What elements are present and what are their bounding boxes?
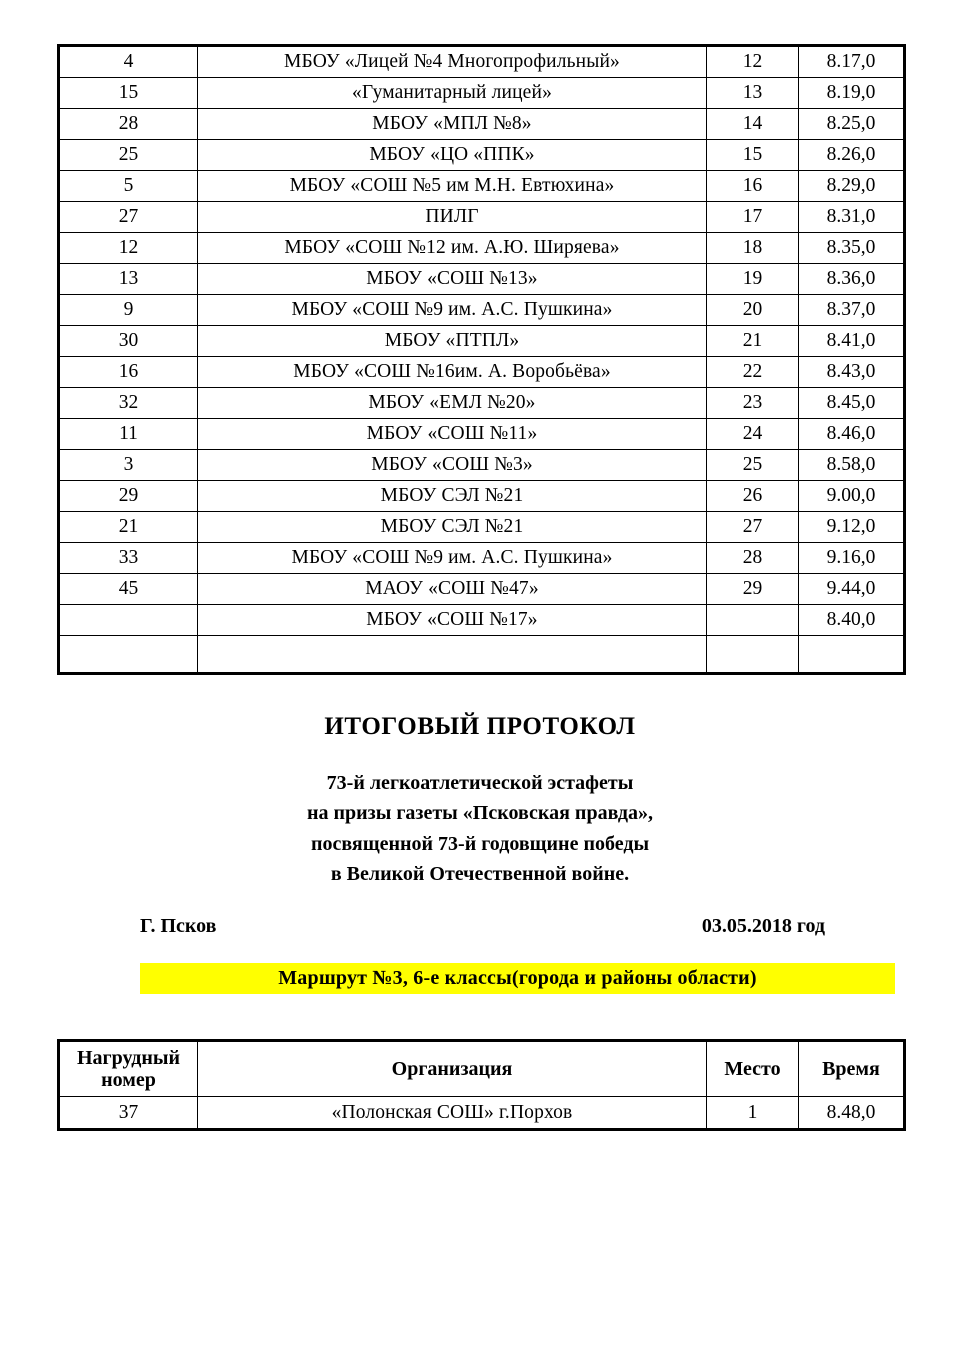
table-row xyxy=(59,357,905,388)
cell-org: МБОУ «МПЛ №8» xyxy=(198,109,707,140)
protocol-subtitle-line-3: посвященной 73-й годовщине победы xyxy=(310,832,650,855)
cell-place xyxy=(707,605,799,636)
table-row xyxy=(59,574,905,605)
cell-org: МБОУ СЭЛ №21 xyxy=(198,512,707,543)
cell-time: 9.16,0 xyxy=(799,543,905,574)
cell-org: МБОУ «СОШ №13» xyxy=(198,264,707,295)
column-header-bib: Нагрудный номер xyxy=(59,1041,198,1097)
cell-org: МБОУ «СОШ №3» xyxy=(198,450,707,481)
table-row xyxy=(59,264,905,295)
cell-time: 8.36,0 xyxy=(799,264,905,295)
cell-place xyxy=(707,636,799,674)
cell-bib: 25 xyxy=(59,140,198,171)
cell-bib: 28 xyxy=(59,109,198,140)
cell-org: «Полонская СОШ» г.Порхов xyxy=(198,1097,707,1130)
table-row xyxy=(59,109,905,140)
cell-time: 8.41,0 xyxy=(799,326,905,357)
cell-place: 22 xyxy=(707,357,799,388)
cell-bib: 9 xyxy=(59,295,198,326)
results-table-bottom xyxy=(57,1039,906,1131)
cell-place: 16 xyxy=(707,171,799,202)
cell-time: 8.19,0 xyxy=(799,78,905,109)
cell-bib xyxy=(59,605,198,636)
cell-time: 8.25,0 xyxy=(799,109,905,140)
cell-org: МБОУ «СОШ №12 им. А.Ю. Ширяева» xyxy=(198,233,707,264)
table-row xyxy=(59,171,905,202)
protocol-subtitle-line-2: на призы газеты «Псковская правда», xyxy=(306,802,653,825)
cell-place: 26 xyxy=(707,481,799,512)
results-table-bottom-body xyxy=(59,1097,905,1130)
table-row xyxy=(59,388,905,419)
cell-place: 27 xyxy=(707,512,799,543)
cell-org: МБОУ «Лицей №4 Многопрофильный» xyxy=(198,46,707,78)
cell-time: 8.35,0 xyxy=(799,233,905,264)
protocol-subtitle-line-1: 73-й легкоатлетической эстафеты xyxy=(326,772,634,794)
cell-bib: 33 xyxy=(59,543,198,574)
route-banner-label: Маршрут №3, 6-е классы(города и районы области) xyxy=(278,967,757,989)
cell-bib: 32 xyxy=(59,388,198,419)
table-row xyxy=(59,512,905,543)
table-row xyxy=(59,450,905,481)
cell-bib: 12 xyxy=(59,233,198,264)
cell-org: ПИЛГ xyxy=(198,202,707,233)
cell-bib: 15 xyxy=(59,78,198,109)
cell-time: 8.46,0 xyxy=(799,419,905,450)
protocol-heading xyxy=(0,713,960,890)
table-row xyxy=(59,543,905,574)
table-row xyxy=(59,481,905,512)
cell-place: 25 xyxy=(707,450,799,481)
cell-bib: 45 xyxy=(59,574,198,605)
table-row xyxy=(59,636,905,674)
results-table-top-body xyxy=(59,46,905,674)
cell-time: 8.37,0 xyxy=(799,295,905,326)
cell-time: 8.31,0 xyxy=(799,202,905,233)
table-row xyxy=(59,78,905,109)
cell-place: 12 xyxy=(707,46,799,78)
cell-org: МБОУ «ЕМЛ №20» xyxy=(198,388,707,419)
date-label: 03.05.2018 год xyxy=(701,915,825,937)
cell-org: МБОУ СЭЛ №21 xyxy=(198,481,707,512)
cell-time: 8.40,0 xyxy=(799,605,905,636)
cell-org: МАОУ «СОШ №47» xyxy=(198,574,707,605)
table-row xyxy=(59,233,905,264)
place-label: Г. Псков xyxy=(140,915,217,937)
cell-bib: 21 xyxy=(59,512,198,543)
table-header-row xyxy=(59,1041,905,1097)
cell-place: 1 xyxy=(707,1097,799,1130)
cell-bib: 37 xyxy=(59,1097,198,1130)
cell-bib xyxy=(59,636,198,674)
cell-bib: 16 xyxy=(59,357,198,388)
cell-bib: 4 xyxy=(59,46,198,78)
cell-org: МБОУ «ЦО «ППК» xyxy=(198,140,707,171)
cell-place: 29 xyxy=(707,574,799,605)
cell-time: 8.43,0 xyxy=(799,357,905,388)
cell-place: 13 xyxy=(707,78,799,109)
column-header-org: Организация xyxy=(198,1041,707,1097)
cell-bib: 29 xyxy=(59,481,198,512)
cell-place: 15 xyxy=(707,140,799,171)
cell-org: МБОУ «СОШ №9 им. А.С. Пушкина» xyxy=(198,543,707,574)
cell-place: 17 xyxy=(707,202,799,233)
cell-org: МБОУ «СОШ №17» xyxy=(198,605,707,636)
cell-bib: 27 xyxy=(59,202,198,233)
table-row xyxy=(59,326,905,357)
route-banner xyxy=(140,963,895,994)
cell-time: 8.29,0 xyxy=(799,171,905,202)
table-row xyxy=(59,1097,905,1130)
protocol-title: ИТОГОВЫЙ ПРОТОКОЛ xyxy=(324,713,636,740)
table-row xyxy=(59,140,905,171)
table-row xyxy=(59,46,905,78)
cell-place: 23 xyxy=(707,388,799,419)
cell-place: 24 xyxy=(707,419,799,450)
cell-time: 9.44,0 xyxy=(799,574,905,605)
cell-time xyxy=(799,636,905,674)
cell-time: 9.00,0 xyxy=(799,481,905,512)
cell-org: МБОУ «СОШ №16им. А. Воробьёва» xyxy=(198,357,707,388)
results-table-bottom-head xyxy=(59,1041,905,1097)
column-header-place: Место xyxy=(707,1041,799,1097)
cell-bib: 3 xyxy=(59,450,198,481)
protocol-subtitle-line-4: в Великой Отечественной войне. xyxy=(330,863,630,886)
table-row xyxy=(59,202,905,233)
cell-place: 19 xyxy=(707,264,799,295)
cell-org: МБОУ «СОШ №5 им М.Н. Евтюхина» xyxy=(198,171,707,202)
cell-place: 18 xyxy=(707,233,799,264)
table-row xyxy=(59,295,905,326)
cell-place: 20 xyxy=(707,295,799,326)
results-table-top xyxy=(57,44,906,675)
column-header-time: Время xyxy=(799,1041,905,1097)
cell-place: 21 xyxy=(707,326,799,357)
cell-time: 8.45,0 xyxy=(799,388,905,419)
cell-bib: 13 xyxy=(59,264,198,295)
table-row xyxy=(59,419,905,450)
cell-org: МБОУ «СОШ №9 им. А.С. Пушкина» xyxy=(198,295,707,326)
cell-bib: 5 xyxy=(59,171,198,202)
cell-time: 8.26,0 xyxy=(799,140,905,171)
cell-time: 9.12,0 xyxy=(799,512,905,543)
cell-place: 14 xyxy=(707,109,799,140)
cell-org: МБОУ «ПТПЛ» xyxy=(198,326,707,357)
place-date-line xyxy=(140,915,825,938)
cell-time: 8.48,0 xyxy=(799,1097,905,1130)
protocol-subtitle xyxy=(0,768,960,890)
cell-bib: 30 xyxy=(59,326,198,357)
cell-org: МБОУ «СОШ №11» xyxy=(198,419,707,450)
cell-org: «Гуманитарный лицей» xyxy=(198,78,707,109)
cell-place: 28 xyxy=(707,543,799,574)
cell-time: 8.17,0 xyxy=(799,46,905,78)
cell-org xyxy=(198,636,707,674)
cell-time: 8.58,0 xyxy=(799,450,905,481)
cell-bib: 11 xyxy=(59,419,198,450)
table-row xyxy=(59,605,905,636)
